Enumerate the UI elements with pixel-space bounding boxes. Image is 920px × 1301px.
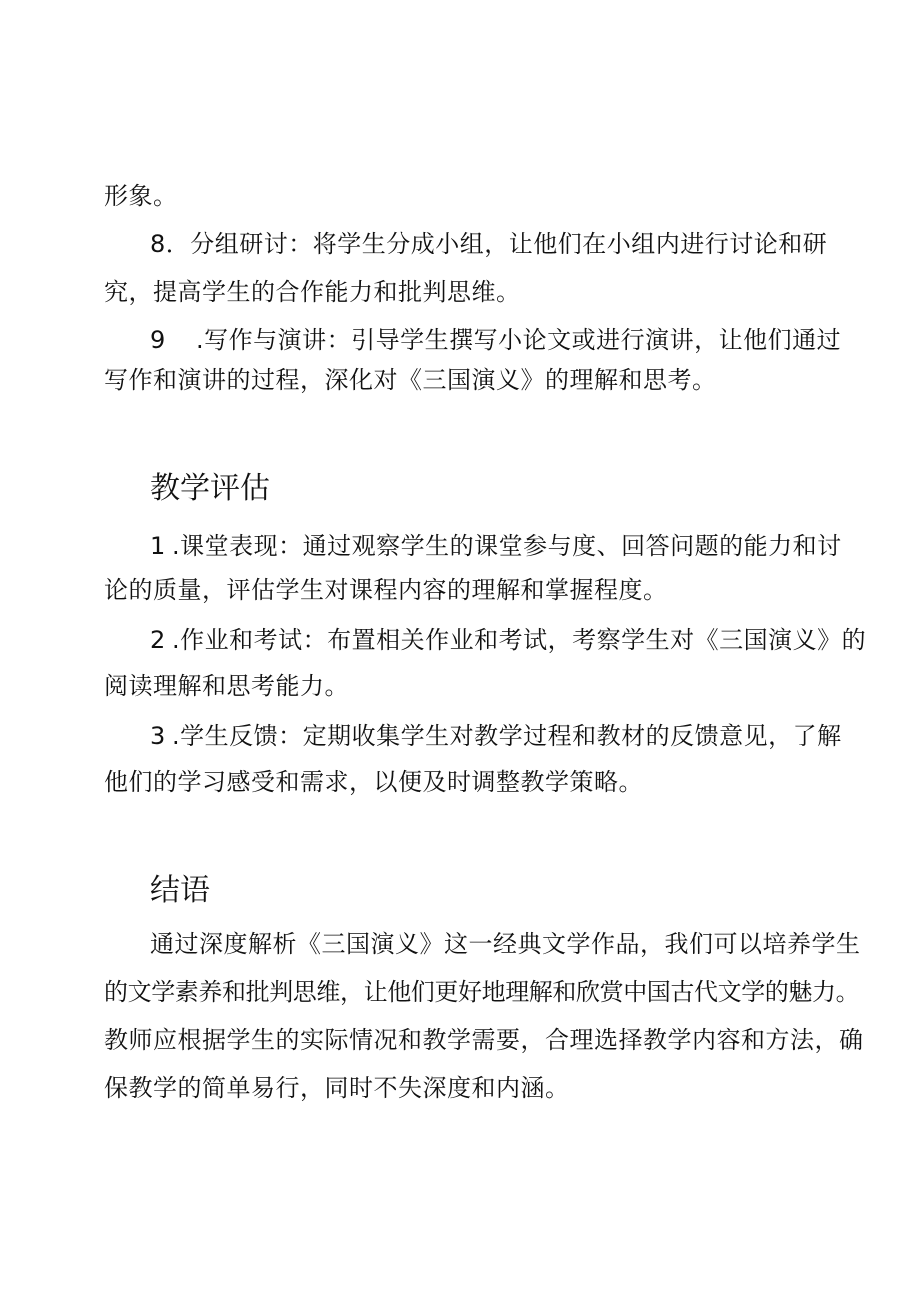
assessment-item-2-line-2: 阅读理解和思考能力。 — [104, 672, 349, 700]
item-number: 9 — [150, 326, 166, 354]
method-item-9-line-2: 写作和演讲的过程，深化对《三国演义》的理解和思考。 — [104, 366, 717, 394]
item-number: 1 — [150, 532, 166, 560]
method-item-8-line-2: 究，提高学生的合作能力和批判思维。 — [104, 278, 521, 306]
item-number: 2 — [150, 626, 166, 654]
conclusion-heading: 结语 — [150, 873, 210, 908]
conclusion-line-3: 教师应根据学生的实际情况和教学需要，合理选择教学内容和方法，确 — [104, 1026, 864, 1054]
method-item-8-line-1 — [150, 228, 828, 260]
intro-tail-text: 形象。 — [104, 182, 178, 210]
assessment-item-3-line-1 — [150, 720, 842, 752]
assessment-item-3-line-2: 他们的学习感受和需求，以便及时调整教学策略。 — [104, 768, 643, 796]
item-text: .课堂表现：通过观察学生的课堂参与度、回答问题的能力和讨 — [172, 532, 842, 560]
conclusion-line-2: 的文学素养和批判思维，让他们更好地理解和欣赏中国古代文学的魅力。 — [104, 978, 860, 1006]
item-text: ．分组研讨：将学生分成小组，让他们在小组内进行讨论和研 — [165, 230, 828, 258]
conclusion-line-1: 通过深度解析《三国演义》这一经典文学作品，我们可以培养学生 — [150, 930, 861, 958]
item-number: 3 — [150, 722, 166, 750]
method-item-9-line-1 — [150, 324, 842, 356]
item-text: .写作与演讲：引导学生撰写小论文或进行演讲，让他们通过 — [196, 326, 842, 354]
assessment-heading: 教学评估 — [150, 471, 270, 506]
conclusion-line-4: 保教学的简单易行，同时不失深度和内涵。 — [104, 1074, 570, 1102]
item-number: 8 — [150, 230, 166, 258]
assessment-item-2-line-1 — [150, 624, 867, 656]
assessment-item-1-line-2: 论的质量，评估学生对课程内容的理解和掌握程度。 — [104, 576, 668, 604]
item-text: .作业和考试：布置相关作业和考试，考察学生对《三国演义》的 — [172, 626, 867, 654]
item-text: .学生反馈：定期收集学生对教学过程和教材的反馈意见，了解 — [172, 722, 842, 750]
assessment-item-1-line-1 — [150, 530, 842, 562]
